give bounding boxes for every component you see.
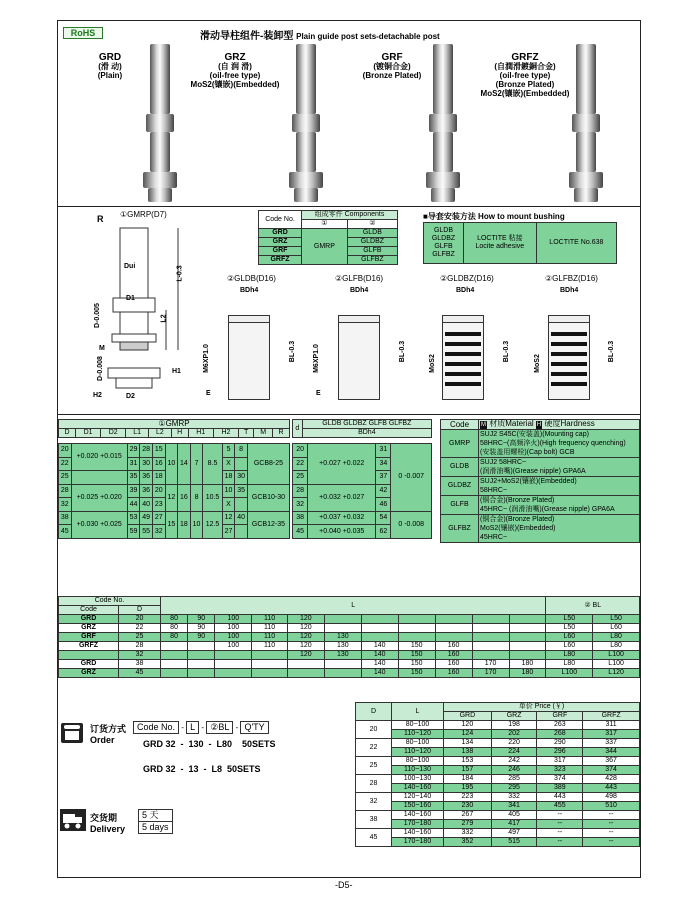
material-table: Code M 材质Material H 硬度Hardness GMRP SUJ2 S45C(安装盖)(Mounting cap) 58HRC~(高频淬火)(High frequency quenching) (安装盖用螺栓)(Cap bolt) GCB GLDB SUJ2 58HRC~ (润滑油嘴)(Grease nipple) GPA6A GLDBZ SUJ2+MoS2(镶嵌)(Embedded) 58HRC~ GLFB (铜合金)(Bronze Plated) 45HRC~ (润滑油嘴)(Grease nipple) GPA6A GLFBZ (铜合金)(Bronze Plated) MoS2(镶嵌)(Embedded) 45HRC~ xyxy=(440,419,640,543)
rohs-badge: RoHS xyxy=(63,27,103,39)
post-image-grf xyxy=(425,44,461,204)
type-grd: GRD (滑 动) (Plain) xyxy=(97,52,123,80)
gldb-drawing xyxy=(228,315,270,400)
bush-table: d GLDB GLDBZ GLFB GLFBZ BDh4 xyxy=(292,419,432,438)
type-grfz: GRFZ (自潤滑鍍銅合金) (oil-free type) (Bronze Plated) MoS2(镶嵌)(Embedded) xyxy=(480,52,570,98)
type-grz: GRZ (自 润 滑) (oil-free type) MoS2(镶嵌)(Embedded) xyxy=(190,52,280,89)
page-title xyxy=(200,27,440,42)
phone-icon xyxy=(60,722,84,744)
gmrp-drawing-label: ①GMRP(D7) xyxy=(120,210,167,219)
delivery-value: 5 天 5 days xyxy=(138,809,173,834)
order-example-2: GRD 32 - 13 - L8 50SETS xyxy=(143,764,261,774)
divider xyxy=(57,206,641,207)
order-example-1: GRD 32 - 130 - L80 50SETS xyxy=(143,739,276,749)
glfb-label: ②GLFB(D16) xyxy=(335,274,384,283)
order-label: 订货方式 Order xyxy=(90,724,127,745)
price-table: D L 单价 Price (￥) GRD GRZ GRF GRFZ 20 80~100 120 198 263 311 110~120 124 202 268 317 22 80~100 134 220 290 337 110~120 138 224 296 344 25 80~100 153 242 317 367 110~130 157 246 323 374 28 100~130 184 285 374 428 140~160 195 295 389 443 32 120~140 223 332 443 498 150~160 230 341 455 510 38 140~160 267 405 -- -- 170~180 279 417 -- -- 45 140~160 332 497 -- -- 170~180 352 515 -- -- xyxy=(355,702,640,847)
gmrp-table: ①GMRP D D1 D2 L1 L2 H H1 H2 T M R xyxy=(58,419,290,438)
gldb-label: ②GLDB(D16) xyxy=(227,274,276,283)
glfb-drawing xyxy=(338,315,380,400)
components-table: Code No. 组成零件 Components ① ② GRD GMRP GLDB GRZ GLDBZ GRF GLFB GRFZ GLFBZ xyxy=(258,210,398,265)
delivery-label: 交货期 Delivery xyxy=(90,813,126,834)
order-format: Code No. - L - ②BL - Q'TY xyxy=(133,721,269,734)
post-image-grz xyxy=(288,44,324,204)
type-grf: GRF (镀铜合金) (Bronze Plated) xyxy=(362,52,422,80)
title-cn: 滑动导柱组件-装卸型 xyxy=(200,31,294,42)
bush-table-body: 20 +0.027 +0.022 31 0 -0.007 22 34 25 37 28 +0.032 +0.027 42 32 46 38 +0.037 +0.032 54 0 -0.008 45 +0.040 +0.035 62 xyxy=(292,443,432,539)
divider xyxy=(57,414,641,415)
post-image-grd xyxy=(142,44,178,204)
title-en: Plain guide post sets-detachable post xyxy=(296,32,440,41)
truck-icon xyxy=(60,809,86,831)
glfbz-label: ②GLFBZ(D16) xyxy=(545,274,598,283)
page-number: -D5- xyxy=(335,880,353,890)
mount-table: GLDB GLDBZ GLFB GLFBZ LOCTITE 粘接 Locite adhesive LOCTITE No.638 xyxy=(423,222,617,264)
mount-title: ■导套安装方法 How to mount bushing xyxy=(423,212,565,221)
gldbz-label: ②GLDBZ(D16) xyxy=(440,274,494,283)
gmrp-table-body: 20 +0.020 +0.015 29 28 15 10 14 7 8.5 5 8 GCB8-25 22 31 30 16 X 25 35 36 18 18 30 28 +0.025 +0.020 39 36 20 12 16 8 10.5 10 35 GCB10-30 32 44 40 23 X 38 +0.030 +0.025 53 49 27 15 18 10 12.5 12 40 GCB12-35 45 59 55 32 27 xyxy=(58,443,290,539)
glfbz-drawing xyxy=(548,315,590,400)
post-image-grfz xyxy=(568,44,604,204)
length-table: Code No. L ② BL Code D GRD 20 80 90 100 110 120 L50 L50 GRZ 22 80 90 100 110 120 L50 L60 GRF 25 80 90 100 110 120 130 L60 L80 GRFZ 28 100 110 120 130 140 150 160 L60 L80 32 120 130 140 150 160 L80 L100 GRD 38 140 150 160 170 180 L80 L100 GRZ 45 140 150 160 170 180 L100 L120 xyxy=(58,596,640,678)
gldbz-drawing xyxy=(442,315,484,400)
